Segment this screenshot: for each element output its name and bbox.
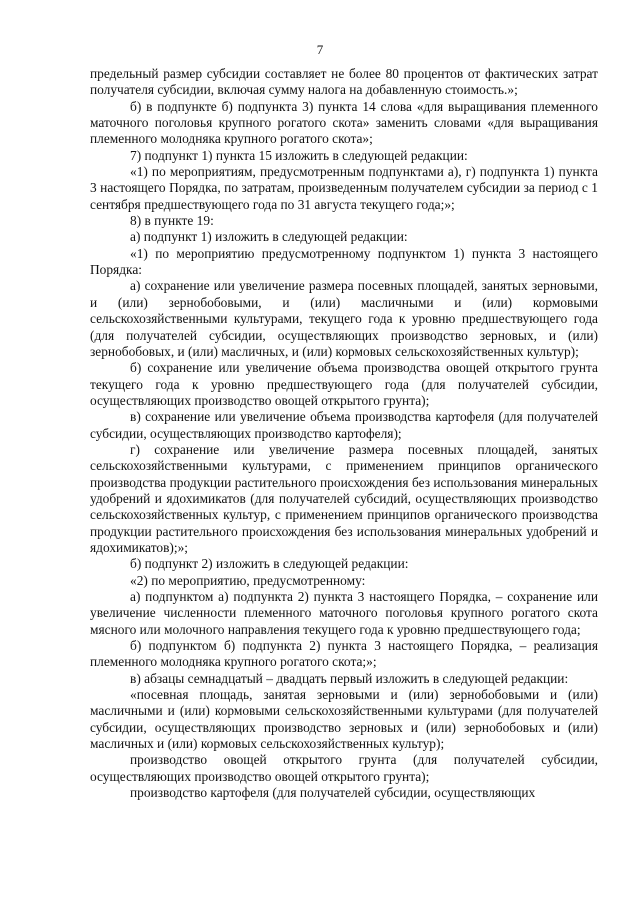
paragraph: в) сохранение или увеличение объема производства картофеля (для получателей субсидии, осуществляющих производство картофеля); [90,409,598,441]
paragraph: б) подпункт 2) изложить в следующей редакции: [130,556,409,572]
paragraph: «1) по мероприятиям, предусмотренным подпунктами а), г) подпункта 1) пункта 3 настоящего Порядка, по затратам, произведенным получателем субсидии за период с 1 сентября предшествующего года по 31 августа текущего года;»; [90,164,598,212]
paragraph: б) подпунктом б) подпункта 2) пункта 3 настоящего Порядка, – реализация племенного молодняка крупного рогатого скота;»; [90,638,598,670]
paragraph: б) в подпункте б) подпункта 3) пункта 14 слова «для выращивания племенного маточного поголовья крупного рогатого скота» заменить словами «для выращивания племенного молодняка крупного рогатого скота»; [90,98,598,147]
page-number: 7 [316,42,324,57]
paragraph: «посевная площадь, занятая зерновыми и (или) зернобобовыми и (или) масличными и (или) кормовыми сельскохозяйственными культурами (для получателей субсидии, осуществляющих производство зерновых и (или) зернобобовых и (или) масличных и (или) кормовых сельскохозяйственных культур); [90,687,598,752]
paragraph: а) сохранение или увеличение размера посевных площадей, занятых зерновыми, и (или) зернобобовыми, и (или) масличными и (или) кормовыми сельскохозяйственными культурами, текущего года к уровню предшествующего года (для получателей субсидии, осуществляющих производство зерновых, и (или) зернобобовых, и (или) масличных, и (или) кормовых сельскохозяйственных культур); [90,278,598,359]
paragraph: 8) в пункте 19: [130,213,214,229]
paragraph: а) подпункт 1) изложить в следующей редакции: [130,229,408,245]
paragraph: «2) по мероприятию, предусмотренному: [130,572,366,588]
paragraph: а) подпунктом а) подпункта 2) пункта 3 настоящего Порядка, – сохранение или увеличение численности племенного маточного поголовья крупного рогатого скота мясного или молочного направления текущего года к уровню предшествующего года; [90,589,598,637]
paragraph: производство овощей открытого грунта (для получателей субсидии, осуществляющих производство овощей открытого грунта); [90,752,598,784]
document-body [90,66,598,801]
paragraph: б) сохранение или увеличение объема производства овощей открытого грунта текущего года к уровню предшествующего года (для получателей субсидии, осуществляющих производство овощей открытого грунта); [90,360,598,408]
paragraph: производство картофеля (для получателей субсидии, осуществляющих [130,785,536,801]
paragraph: в) абзацы семнадцатый – двадцать первый изложить в следующей редакции: [130,670,569,686]
paragraph: 7) подпункт 1) пункта 15 изложить в следующей редакции: [130,147,468,163]
paragraph: предельный размер субсидии составляет не более 80 процентов от фактических затрат получателя субсидии, включая сумму налога на добавленную стоимость.»; [90,66,598,98]
paragraph: г) сохранение или увеличение размера посевных площадей, занятых сельскохозяйственными культурами, с применением принципов органического производства продукции растительного происхождения без использования минеральных удобрений и ядохимикатов (для получателей субсидий, осуществляющих производство сельскохозяйственных культур, с применением принципов органического производства продукции растительного происхождения без использования минеральных удобрений и ядохимикатов);»; [90,441,598,555]
paragraph: «1) по мероприятию предусмотренному подпунктом 1) пункта 3 настоящего Порядка: [90,245,598,278]
